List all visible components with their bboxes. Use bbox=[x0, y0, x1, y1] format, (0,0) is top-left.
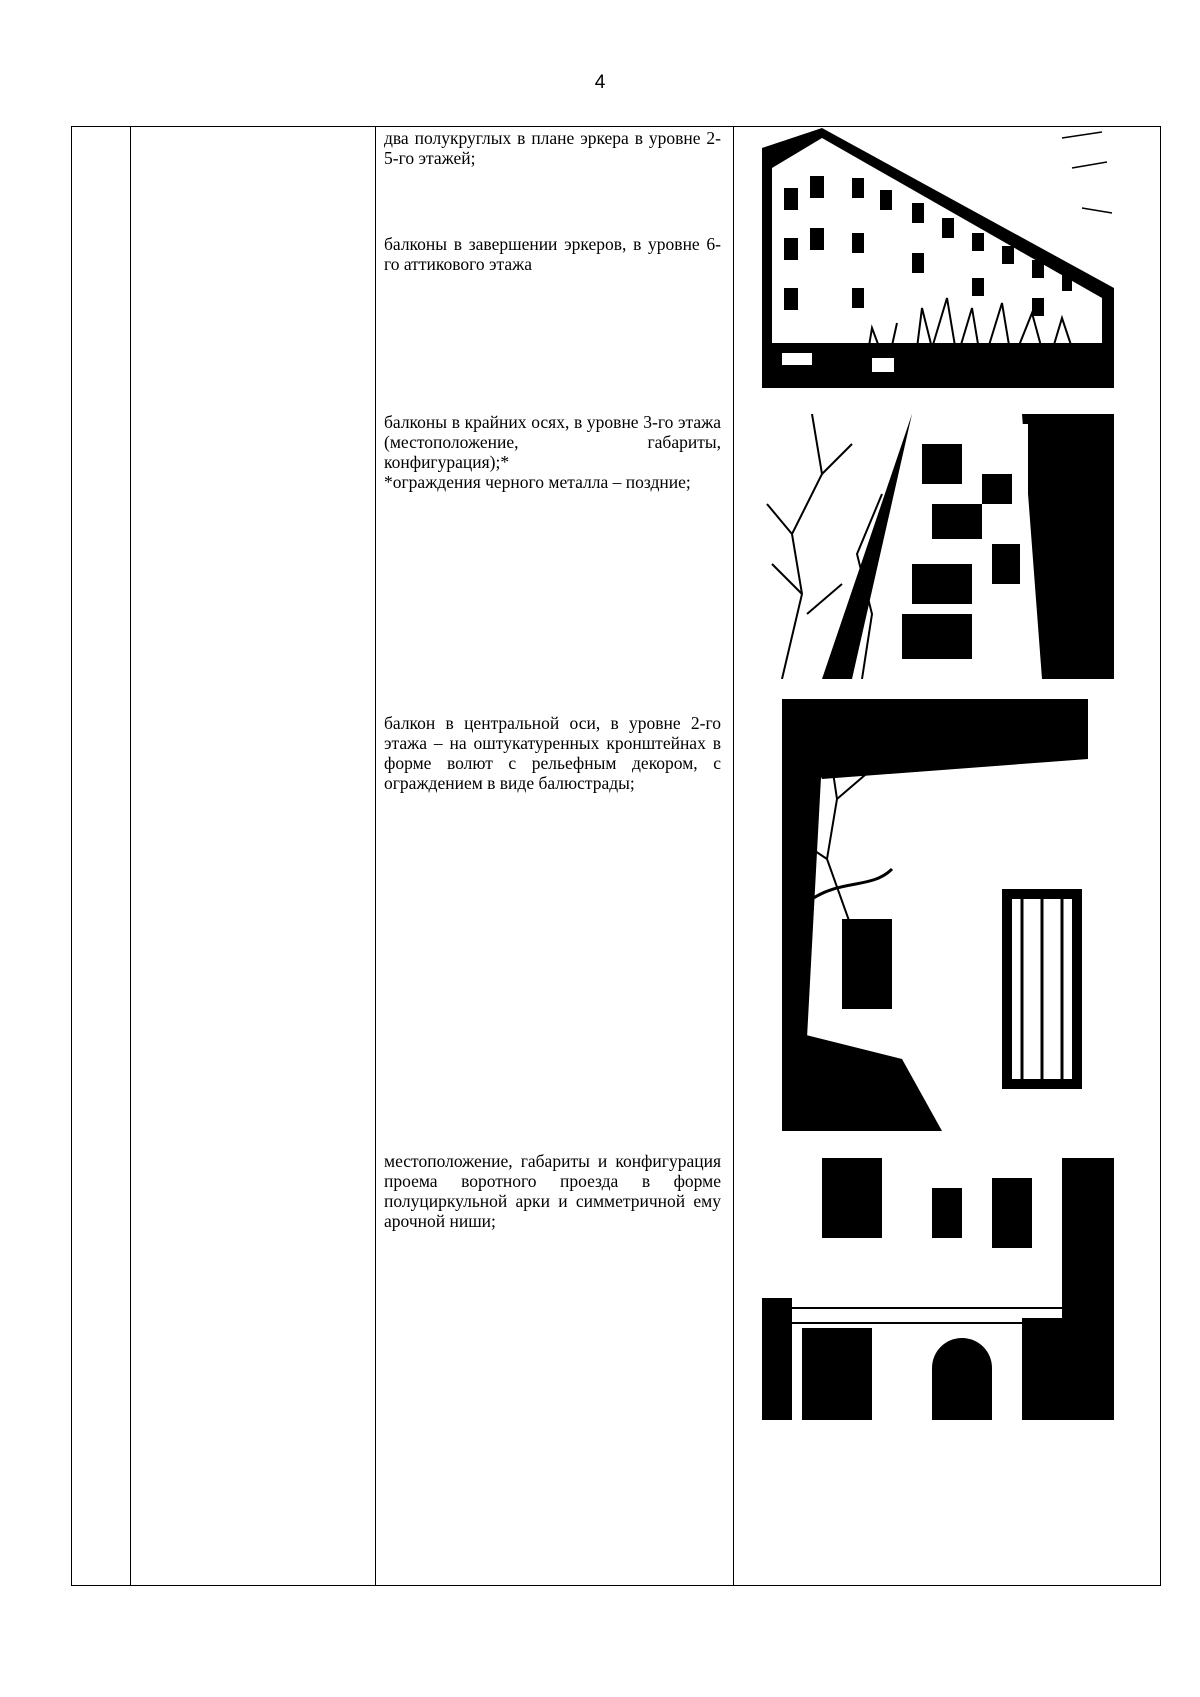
name-cell bbox=[131, 127, 376, 1586]
gate-arch-photo bbox=[762, 1158, 1114, 1420]
number-cell bbox=[72, 127, 131, 1586]
description-gate-arch: местоположение, габариты и конфигурация проема воротного проезда в форме полуциркульной арки и симметричной ему арочной ниши; bbox=[384, 1151, 721, 1231]
description-attic-balconies: балконы в завершении эркеров, в уровне 6-го аттикового этажа bbox=[384, 234, 721, 274]
central-balcony-photo bbox=[782, 699, 1088, 1131]
description-central-balcony: балкон в центральной оси, в уровне 2-го этажа – на оштукатуренных кронштейнах в форме волют с рельефным декором, с ограждением в виде балюстрады; bbox=[384, 713, 721, 793]
description-end-balconies: балконы в крайних осях, в уровне 3-го этажа (местоположение, габариты, конфигурация);* *ограждения черного металла – поздние; bbox=[384, 412, 721, 492]
description-erkers: два полукруглых в плане эркера в уровне 2-5-го этажей; bbox=[384, 128, 721, 168]
description-cell bbox=[376, 127, 734, 1586]
building-facade-erkers-photo bbox=[762, 128, 1114, 388]
balconies-end-axes-photo bbox=[762, 414, 1114, 679]
page-number: 4 bbox=[594, 72, 606, 93]
